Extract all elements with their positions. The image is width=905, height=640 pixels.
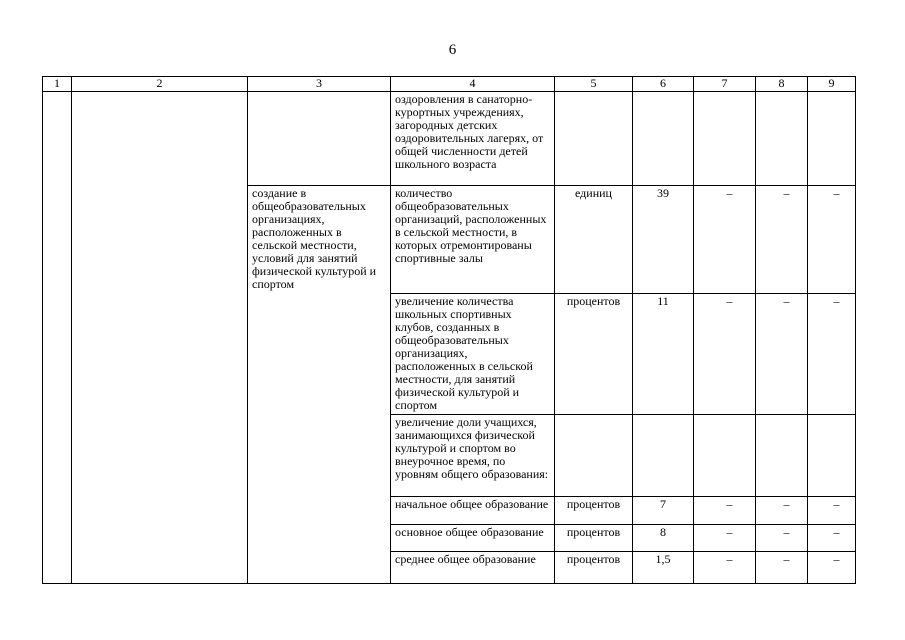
col3-cell-empty xyxy=(248,92,391,186)
dash: – xyxy=(726,552,733,566)
value-cell-8 xyxy=(756,497,808,525)
dash: – xyxy=(783,552,790,566)
value-cell-9 xyxy=(808,92,856,186)
dash: – xyxy=(783,186,790,200)
value-cell-7 xyxy=(694,294,756,415)
header-cell-3: 3 xyxy=(248,77,391,92)
dash: – xyxy=(833,186,840,200)
indicator-cell: среднее общее образование xyxy=(391,552,555,584)
value-cell-8 xyxy=(756,525,808,552)
value-cell: 7 xyxy=(633,497,694,525)
value-cell: 8 xyxy=(633,525,694,552)
value-cell-7 xyxy=(694,415,756,497)
indicator-cell: количество общеобразовательных организаций, расположенных в сельской местности, в которых отремонтированы спортивные залы xyxy=(391,186,555,294)
indicator-cell: начальное общее образование xyxy=(391,497,555,525)
value-cell-7 xyxy=(694,552,756,584)
header-cell-6: 6 xyxy=(633,77,694,92)
table-header-row xyxy=(43,77,856,92)
value-cell: 11 xyxy=(633,294,694,415)
indicator-cell: увеличение количества школьных спортивных клубов, созданных в общеобразовательных организациях, расположенных в сельской местности, для занятий физической культурой и спортом xyxy=(391,294,555,415)
value-cell-9 xyxy=(808,552,856,584)
table-row xyxy=(43,92,856,186)
value-cell-7 xyxy=(694,186,756,294)
indicator-cell: оздоровления в санаторно-курортных учреждениях, загородных детских оздоровительных лагерях, от общей численности детей школьного возраста xyxy=(391,92,555,186)
header-cell-5: 5 xyxy=(555,77,633,92)
indicator-cell: основное общее образование xyxy=(391,525,555,552)
document-table xyxy=(42,76,856,584)
dash: – xyxy=(726,525,733,539)
measure-cell: создание в общеобразовательных организациях, расположенных в сельской местности, условий для занятий физической культурой и спортом xyxy=(248,186,391,584)
value-cell-9 xyxy=(808,294,856,415)
indicator-cell: увеличение доли учащихся, занимающихся физической культурой и спортом во внеурочное время, по уровням общего образования: xyxy=(391,415,555,497)
value-cell xyxy=(633,415,694,497)
dash: – xyxy=(726,497,733,511)
unit-cell: процентов xyxy=(555,294,633,415)
value-cell-9 xyxy=(808,525,856,552)
dash: – xyxy=(833,294,840,308)
dash: – xyxy=(833,525,840,539)
dash: – xyxy=(833,552,840,566)
header-cell-4: 4 xyxy=(391,77,555,92)
value-cell-7 xyxy=(694,497,756,525)
dash: – xyxy=(783,497,790,511)
dash: – xyxy=(783,294,790,308)
value-cell-7 xyxy=(694,525,756,552)
unit-cell: единиц xyxy=(555,186,633,294)
dash: – xyxy=(726,186,733,200)
value-cell xyxy=(633,92,694,186)
value-cell: 1,5 xyxy=(633,552,694,584)
unit-cell: процентов xyxy=(555,525,633,552)
value-cell-8 xyxy=(756,294,808,415)
value-cell-8 xyxy=(756,415,808,497)
value-cell-8 xyxy=(756,186,808,294)
dash: – xyxy=(833,497,840,511)
header-cell-1: 1 xyxy=(43,77,72,92)
unit-cell: процентов xyxy=(555,497,633,525)
value-cell-8 xyxy=(756,92,808,186)
dash: – xyxy=(726,294,733,308)
header-cell-9: 9 xyxy=(808,77,856,92)
value-cell-9 xyxy=(808,415,856,497)
col2-cell xyxy=(72,92,248,584)
page-number: 6 xyxy=(448,42,457,58)
dash: – xyxy=(783,525,790,539)
header-cell-2: 2 xyxy=(72,77,248,92)
value-cell-7 xyxy=(694,92,756,186)
unit-cell xyxy=(555,92,633,186)
value-cell-9 xyxy=(808,186,856,294)
header-cell-8: 8 xyxy=(756,77,808,92)
unit-cell xyxy=(555,415,633,497)
header-cell-7: 7 xyxy=(694,77,756,92)
unit-cell: процентов xyxy=(555,552,633,584)
value-cell-8 xyxy=(756,552,808,584)
value-cell-9 xyxy=(808,497,856,525)
value-cell: 39 xyxy=(633,186,694,294)
col1-cell xyxy=(43,92,72,584)
